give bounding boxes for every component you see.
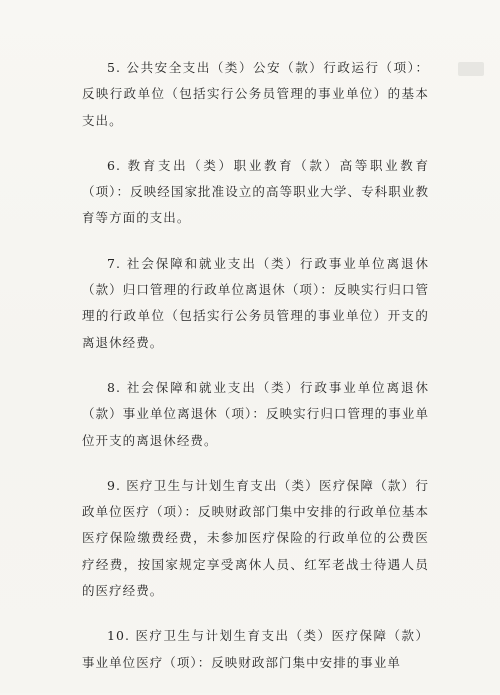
document-body	[82, 55, 429, 695]
paragraph-item-5: 5. 公共安全支出（类）公安（款）行政运行（项）：反映行政单位（包括实行公务员管理的事业单位）的基本支出。	[82, 60, 429, 128]
paragraph-item-8: 8. 社会保障和就业支出（类）行政事业单位离退休（款）事业单位离退休（项）：反映实行归口管理的事业单位开支的离退休经费。	[82, 379, 429, 448]
scan-smudge	[458, 62, 484, 76]
paragraph-item-10: 10. 医疗卫生与计划生育支出（类）医疗保障（款）事业单位医疗（项）：反映财政部门集中安排的事业单	[82, 628, 429, 670]
paragraph-item-6: 6. 教育支出（类）职业教育（款）高等职业教育（项）：反映经国家批准设立的高等职业大学、专科职业教育等方面的支出。	[82, 157, 429, 226]
paragraph-item-7: 7. 社会保障和就业支出（类）行政事业单位离退休（款）归口管理的行政单位离退休（项）：反映实行归口管理的行政单位（包括实行公务员管理的事业单位）开支的离退休经费。	[82, 255, 429, 350]
paragraph-item-9: 9. 医疗卫生与计划生育支出（类）医疗保障（款）行政单位医疗（项）：反映财政部门集中安排的行政单位基本医疗保险缴费经费，未参加医疗保险的行政单位的公费医疗经费，按国家规定享受离休人员、红军老战士待遇人员的医疗经费。	[82, 477, 429, 599]
